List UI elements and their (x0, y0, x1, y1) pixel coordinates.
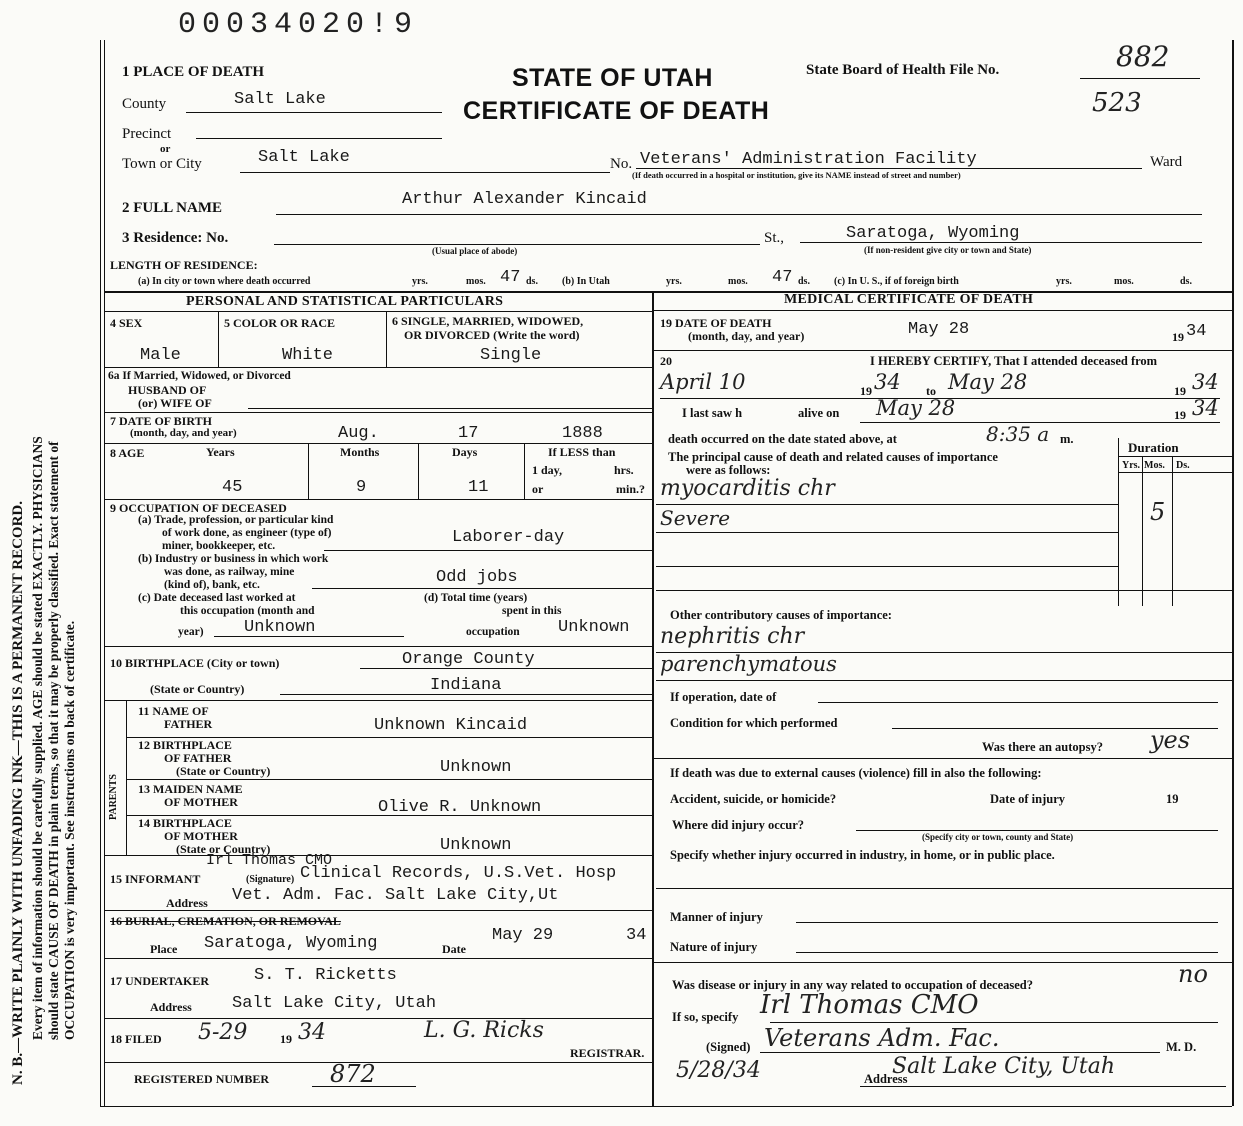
age-years: 45 (222, 478, 243, 497)
length-city-days: 47 (500, 268, 521, 287)
occupation-label: 9 OCCUPATION OF DECEASED (110, 501, 287, 515)
birthplace-label: 10 BIRTHPLACE (City or town) (110, 656, 280, 670)
nature-label: Nature of injury (670, 940, 758, 954)
mother-birthplace-label-2: OF MOTHER (164, 829, 238, 843)
informant-address: Vet. Adm. Fac. Salt Lake City,Ut (232, 886, 559, 905)
side-note-line1: N. B.—WRITE PLAINLY WITH UNFADING INK—THIS IS A PERMANENT RECORD. (10, 501, 26, 1085)
length-us-mos: mos. (1114, 276, 1134, 287)
registrar-signature: L. G. Ricks (424, 1018, 544, 1043)
burial-date-label: Date (442, 942, 466, 956)
occurred-label: death occurred on the date stated above, at (668, 432, 897, 446)
if-so-label: If so, specify (672, 1010, 739, 1024)
injury-date-label: Date of injury (990, 792, 1065, 806)
less-or-label: or (532, 482, 544, 496)
principal-cause-label: The principal cause of death and related causes of importance (668, 450, 998, 464)
principal-cause-label-2: were as follows: (686, 463, 771, 477)
length-us-yrs: yrs. (1056, 276, 1072, 287)
mother-birthplace: Unknown (440, 836, 512, 855)
length-city-yrs: yrs. (412, 276, 428, 287)
mother-label-1: 13 MAIDEN NAME (138, 782, 243, 796)
usual-abode-note: (Usual place of abode) (432, 246, 518, 256)
autopsy-label: Was there an autopsy? (982, 740, 1103, 754)
last-saw-value: May 28 (876, 396, 956, 420)
marital-label-1: 6 SINGLE, MARRIED, WIDOWED, (392, 314, 584, 328)
length-residence-label: LENGTH OF RESIDENCE: (110, 258, 258, 272)
death-time-m: m. (1060, 432, 1074, 446)
undertaker-value: S. T. Ricketts (254, 966, 397, 985)
less-min-label: min.? (616, 482, 646, 496)
length-utah-ds: ds. (798, 276, 810, 287)
last-saw-34: 34 (1192, 396, 1219, 420)
father-birthplace-label-2: OF FATHER (164, 751, 232, 765)
signature-label: (Signature) (246, 874, 295, 885)
specify-injury-label: Specify whether injury occurred in industry, in home, or in public place. (670, 848, 1055, 862)
father-label-2: FATHER (164, 717, 213, 731)
length-utah-days: 47 (772, 268, 793, 287)
manner-label: Manner of injury (670, 910, 763, 924)
non-resident-note: (If non-resident give city or town and State) (864, 245, 1032, 255)
dod-sublabel: (month, day, and year) (688, 329, 805, 343)
total-time-value: Unknown (558, 618, 630, 637)
duration-ds: Ds. (1176, 460, 1190, 471)
length-utah-yrs: yrs. (666, 276, 682, 287)
certificate-title: CERTIFICATE OF DEATH (463, 97, 770, 125)
color-value: White (282, 346, 334, 365)
occupation-value: Laborer-day (452, 528, 565, 547)
filed-label: 18 FILED (110, 1032, 162, 1046)
age-months: 9 (356, 478, 367, 497)
certify-number: 20 (660, 354, 672, 368)
file-no-secondary: 523 (1092, 88, 1142, 118)
occupation-related-value: no (1178, 960, 1208, 988)
mother-birthplace-label-3: (State or Country) (176, 842, 271, 856)
mother-birthplace-label-1: 14 BIRTHPLACE (138, 816, 232, 830)
undertaker-address-label: Address (150, 1000, 192, 1014)
less-day-label: 1 day, (532, 463, 563, 477)
length-city-mos: mos. (466, 276, 486, 287)
length-utah-mos: mos. (728, 276, 748, 287)
color-label: 5 COLOR OR RACE (224, 316, 336, 330)
age-label: 8 AGE (110, 446, 145, 460)
father-label-1: 11 NAME OF (138, 704, 209, 718)
mother-label-2: OF MOTHER (164, 795, 238, 809)
marital-value: Single (480, 346, 542, 365)
undertaker-address: Salt Lake City, Utah (232, 994, 437, 1013)
age-days: 11 (468, 478, 489, 497)
mother-name: Olive R. Unknown (378, 798, 542, 817)
institution-note: (If death occurred in a hospital or institution, give its NAME instead of street and number) (632, 170, 961, 180)
physician-address: Salt Lake City, Utah (892, 1054, 1115, 1079)
father-birthplace-label-1: 12 BIRTHPLACE (138, 738, 232, 752)
full-name-value: Arthur Alexander Kincaid (402, 190, 647, 209)
attended-from: April 10 (660, 370, 746, 394)
attended-34a: 34 (874, 370, 901, 394)
length-us-label: (c) In U. S., if of foreign birth (834, 276, 959, 287)
last-saw-label: I last saw h (682, 406, 743, 420)
burial-place: Saratoga, Wyoming (204, 934, 378, 953)
dob-day: 17 (458, 424, 479, 443)
where-injury-note: (Specify city or town, county and State) (922, 832, 1074, 842)
institution-value: Veterans' Administration Facility (640, 150, 977, 169)
dob-month: Aug. (338, 424, 379, 443)
cause-duration: 5 (1150, 498, 1166, 526)
burial-date: May 29 (492, 926, 554, 945)
injury-19: 19 (1166, 792, 1179, 806)
registered-number: 872 (330, 1060, 376, 1088)
address-label: Address (864, 1072, 908, 1086)
less-hrs-label: hrs. (614, 463, 634, 477)
file-no-value: 882 (1116, 40, 1170, 73)
duration-yrs: Yrs. (1122, 460, 1141, 471)
occ-b-line3: (kind of), bank, etc. (164, 579, 260, 591)
occ-a-line1: (a) Trade, profession, or particular kind (138, 514, 334, 526)
filed-year: 34 (298, 1020, 326, 1045)
occ-a-line2: of work done, as engineer (type of) (162, 527, 332, 539)
where-injury-label: Where did injury occur? (672, 818, 805, 832)
age-months-label: Months (340, 445, 380, 459)
less-than-label: If LESS than (548, 445, 616, 459)
father-name: Unknown Kincaid (374, 716, 528, 735)
side-note-line3: should state CAUSE OF DEATH in plain terms, so that it may be properly classified. Exact statement of (46, 441, 61, 1040)
parents-label: PARENTS (108, 774, 119, 820)
contributory-cause-2: parenchymatous (660, 652, 837, 676)
registered-number-label: REGISTERED NUMBER (134, 1072, 270, 1086)
sex-value: Male (140, 346, 181, 365)
cause-secondary: Severe (660, 506, 731, 530)
institution-no-label: No. (610, 156, 633, 172)
dob-label: 7 DATE OF BIRTH (110, 414, 212, 428)
town-label: Town or City (122, 156, 202, 172)
state-country-label: (State or Country) (150, 682, 245, 696)
length-utah-label: (b) In Utah (562, 276, 610, 287)
county-value: Salt Lake (234, 90, 326, 109)
full-name-label: 2 FULL NAME (122, 200, 223, 216)
attended-to: May 28 (948, 370, 1028, 394)
personal-heading: PERSONAL AND STATISTICAL PARTICULARS (186, 294, 504, 309)
town-value: Salt Lake (258, 148, 350, 167)
duration-label: Duration (1128, 440, 1179, 455)
length-us-ds: ds. (1180, 276, 1192, 287)
signed-label: (Signed) (706, 1040, 751, 1054)
md-label: M. D. (1166, 1040, 1197, 1054)
father-birthplace: Unknown (440, 758, 512, 777)
husband-label-2: HUSBAND OF (128, 383, 207, 397)
wife-label: (or) WIFE OF (138, 396, 212, 410)
side-note-line4: OCCUPATION is very important. See instructions on back of certificate. (62, 620, 77, 1040)
autopsy-value: yes (1150, 726, 1191, 754)
undertaker-label: 17 UNDERTAKER (110, 974, 210, 988)
attended-19a: 19 (860, 384, 872, 398)
age-years-label: Years (206, 445, 235, 459)
filed-date: 5-29 (198, 1020, 248, 1045)
cause-primary: myocarditis chr (660, 476, 835, 501)
dob-sublabel: (month, day, and year) (130, 427, 237, 439)
contributory-label: Other contributory causes of importance: (670, 608, 892, 622)
birthplace-city: Orange County (402, 650, 535, 669)
precinct-label: Precinct (122, 126, 172, 142)
serial-number: 00034020!9 (178, 8, 419, 42)
occupation-related-label: Was disease or injury in any way related to occupation of deceased? (672, 978, 1033, 992)
burial-place-label: Place (150, 942, 178, 956)
file-no-label: State Board of Health File No. (806, 62, 1000, 78)
occ-c-line1: (c) Date deceased last worked at (138, 592, 296, 604)
informant-name: Irl Thomas CMO (206, 852, 333, 869)
death-time: 8:35 a (986, 422, 1050, 446)
burial-year: 34 (626, 926, 647, 945)
occ-c-line2: this occupation (month and (180, 605, 315, 617)
residence-label: 3 Residence: No. (122, 230, 229, 246)
certificate-title-state: STATE OF UTAH (512, 64, 713, 92)
father-birthplace-label-3: (State or Country) (176, 764, 271, 778)
registrar-label: REGISTRAR. (570, 1046, 645, 1060)
occ-d-line2: spent in this (502, 605, 562, 617)
county-label: County (122, 96, 167, 112)
filed-19: 19 (280, 1032, 292, 1046)
side-note-line2: Every item of information should be carefully supplied. AGE should be stated EXACTLY. PHYSICIANS (30, 436, 45, 1040)
attended-19b: 19 (1174, 384, 1186, 398)
occ-d-line1: (d) Total time (years) (424, 592, 528, 604)
ward-label: Ward (1150, 154, 1183, 170)
length-city-ds: ds. (526, 276, 538, 287)
signed-value: Veterans Adm. Fac. (764, 1024, 1000, 1052)
last-saw-19: 19 (1174, 408, 1186, 422)
certify-text: I HEREBY CERTIFY, That I attended deceased from (870, 354, 1158, 368)
informant-label: 15 INFORMANT (110, 872, 201, 886)
occ-c-line3: year) (178, 626, 204, 638)
duration-mos: Mos. (1144, 460, 1165, 471)
dod-19: 19 (1172, 330, 1184, 344)
attended-to-label: to (926, 384, 936, 398)
residence-value: Saratoga, Wyoming (846, 224, 1020, 243)
burial-label: 16 BURIAL, CREMATION, OR REMOVAL (110, 914, 341, 928)
dod-label: 19 DATE OF DEATH (660, 316, 772, 330)
place-of-death-label: 1 PLACE OF DEATH (122, 64, 265, 80)
occ-b-line1: (b) Industry or business in which work (138, 553, 329, 565)
dob-year: 1888 (562, 424, 603, 443)
contributory-cause-1: nephritis chr (660, 624, 805, 649)
length-city-label: (a) In city or town where death occurred (138, 276, 311, 287)
sex-label: 4 SEX (110, 316, 143, 330)
street-label: St., (764, 230, 785, 246)
occ-d-line3: occupation (466, 626, 520, 638)
attended-34b: 34 (1192, 370, 1219, 394)
medical-heading: MEDICAL CERTIFICATE OF DEATH (784, 292, 1034, 307)
last-worked-value: Unknown (244, 618, 316, 637)
dod-year: 34 (1186, 322, 1207, 341)
husband-label-1: 6a If Married, Widowed, or Divorced (108, 370, 291, 382)
age-days-label: Days (452, 445, 478, 459)
dod-value: May 28 (908, 320, 970, 339)
informant-address-label: Address (166, 896, 208, 910)
marital-label-2: OR DIVORCED (Write the word) (404, 328, 580, 342)
informant-value: Clinical Records, U.S.Vet. Hosp (300, 864, 617, 883)
occ-a-line3: miner, bookkeeper, etc. (162, 540, 276, 552)
or-label: or (160, 143, 171, 155)
operation-label: If operation, date of (670, 690, 777, 704)
industry-value: Odd jobs (436, 568, 518, 587)
physician-signature: Irl Thomas CMO (760, 990, 979, 1020)
alive-on-label: alive on (798, 406, 840, 420)
sign-date: 5/28/34 (676, 1058, 761, 1083)
condition-label: Condition for which performed (670, 716, 838, 730)
accident-label: Accident, suicide, or homicide? (670, 792, 837, 806)
birthplace-state: Indiana (430, 676, 502, 695)
external-causes-label: If death was due to external causes (violence) fill in also the following: (670, 766, 1042, 780)
occ-b-line2: was done, as railway, mine (164, 566, 295, 578)
